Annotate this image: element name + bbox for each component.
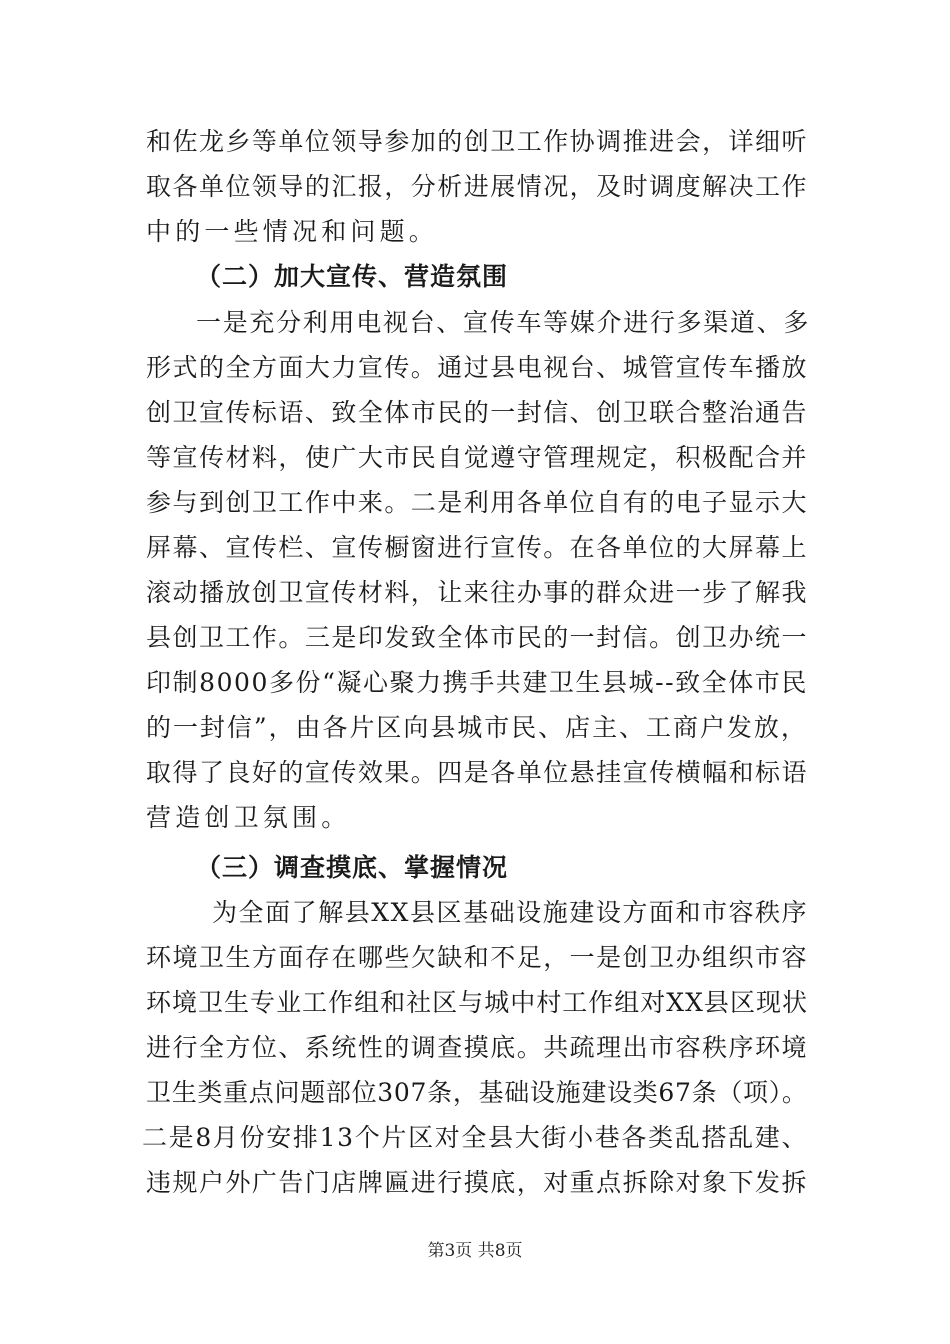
body-text-line: 违规户外广告门店牌匾进行摸底，对重点拆除对象下发拆 [146,1168,809,1197]
page-number-footer: 第3页 共8页 [427,1241,523,1261]
body-text-line: 形式的全方面大力宣传。通过县电视台、城管宣传车播放 [146,353,809,382]
body-text-line: 的一封信”，由各片区向县城市民、店主、工商户发放， [146,713,808,742]
body-text-line: 进行全方位、系统性的调查摸底。共疏理出市容秩序环境 [146,1033,809,1062]
body-text-line: 和佐龙乡等单位领导参加的创卫工作协调推进会，详细听 [146,127,809,156]
body-text-line: 中的一些情况和问题。 [146,217,439,246]
body-text-line: 二是8月份安排13个片区对全县大街小巷各类乱搭乱建、 [142,1123,809,1152]
body-text-line: 印制8000多份“凝心聚力携手共建卫生县城--致全体市民 [146,668,808,697]
body-text-line: 取各单位领导的汇报，分析进展情况，及时调度解决工作 [146,172,809,201]
body-text-line: 等宣传材料，使广大市民自觉遵守管理规定，积极配合并 [146,443,809,472]
body-text-line: 创卫宣传标语、致全体市民的一封信、创卫联合整治通告 [146,398,809,427]
body-text-line: 屏幕、宣传栏、宣传橱窗进行宣传。在各单位的大屏幕上 [146,533,809,562]
body-text-line: 一是充分利用电视台、宣传车等媒介进行多渠道、多 [196,308,811,337]
body-text-line: 营造创卫氛围。 [146,803,351,832]
body-text-line: 为全面了解县XX县区基础设施建设方面和市容秩序 [212,898,809,927]
body-text-line: 县创卫工作。三是印发致全体市民的一封信。创卫办统一 [146,623,809,652]
body-text-line: 环境卫生专业工作组和社区与城中村工作组对XX县区现状 [146,988,808,1017]
body-text-line: 卫生类重点问题部位307条，基础设施建设类67条（项）。 [146,1078,808,1107]
body-text-line: 滚动播放创卫宣传材料，让来往办事的群众进一步了解我 [146,578,809,607]
section-heading: （二）加大宣传、营造氛围 [196,262,509,291]
body-text-line: 参与到创卫工作中来。二是利用各单位自有的电子显示大 [146,488,809,517]
body-text-line: 环境卫生方面存在哪些欠缺和不足，一是创卫办组织市容 [146,943,809,972]
body-text-line: 取得了良好的宣传效果。四是各单位悬挂宣传横幅和标语 [146,758,809,787]
section-heading: （三）调查摸底、掌握情况 [196,853,509,882]
